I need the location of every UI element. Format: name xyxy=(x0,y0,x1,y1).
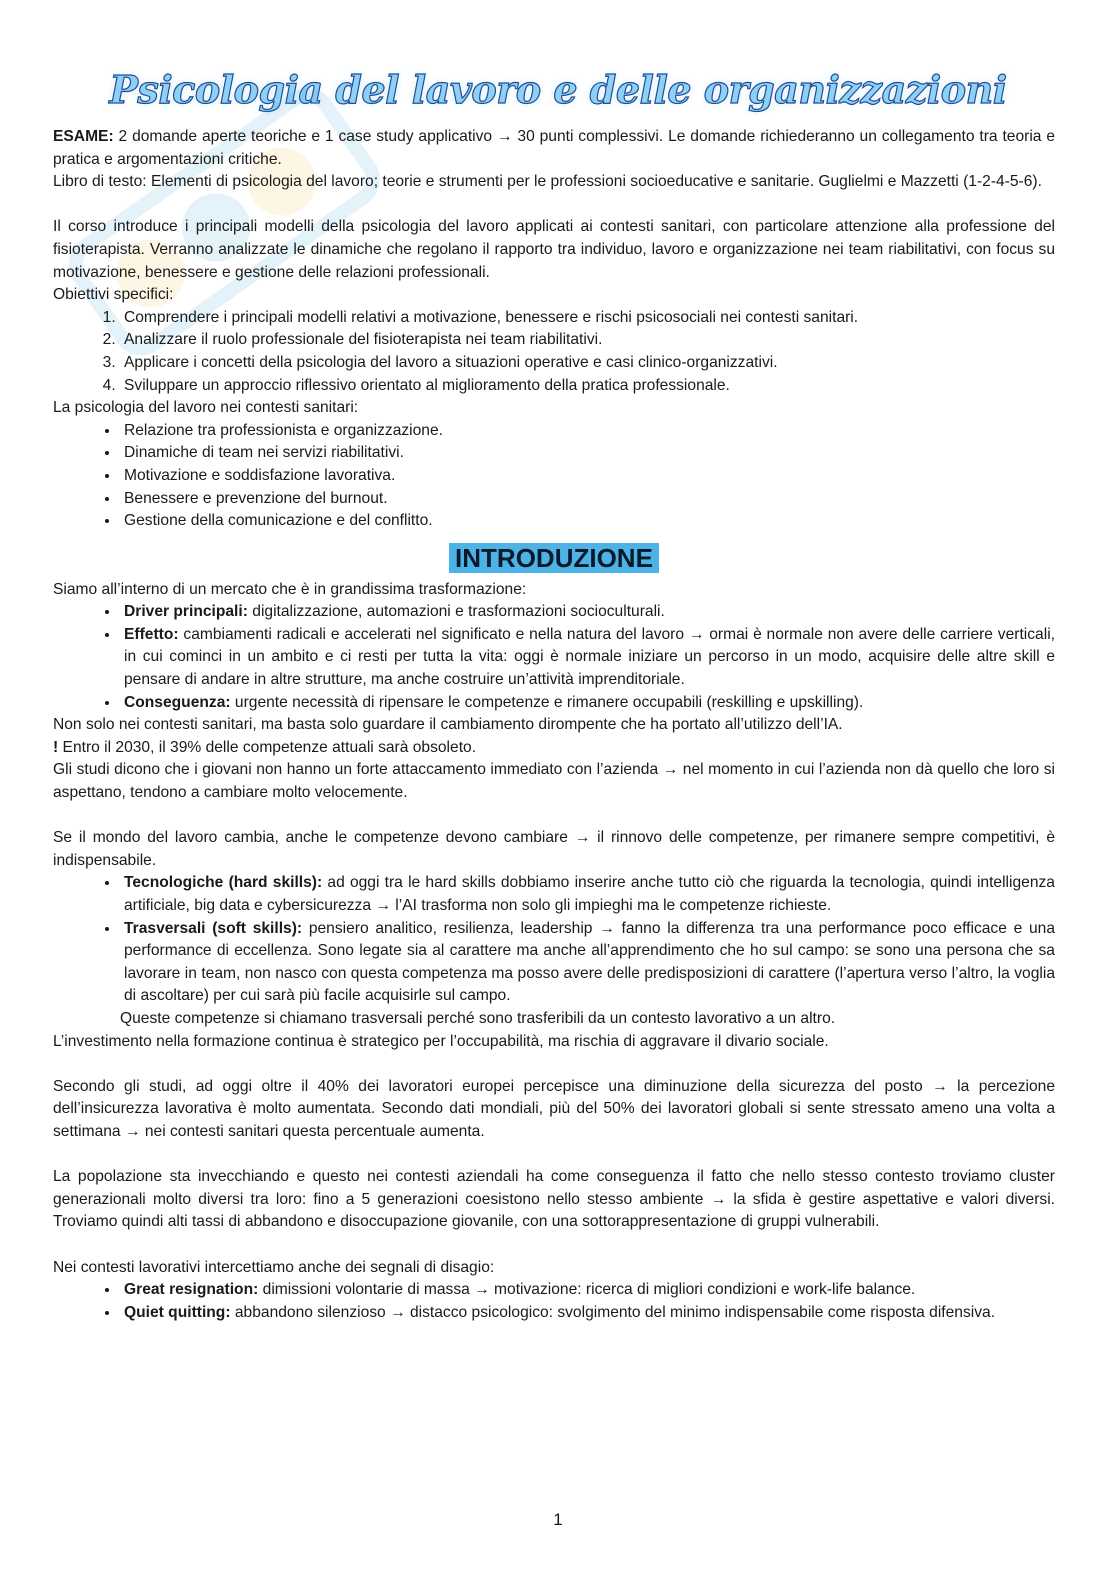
page-title: Psicologia del lavoro e delle organizzazioni xyxy=(109,67,1007,112)
list-item: 1. Comprendere i principali modelli relativi a motivazione, benessere e rischi psicosociali nei contesti sanitari. xyxy=(120,307,1055,330)
list-item: • Benessere e prevenzione del burnout. xyxy=(120,488,1055,511)
list-item xyxy=(120,692,1055,715)
alert-paragraph xyxy=(53,737,1055,760)
skill-text: ad oggi tra le hard skills dobbiamo inserire anche tutto ciò che riguarda la tecnologia, quindi intelligenza artificiale, big data e cybersicurezza → l’AI trasforma non solo gli impieghi ma le competenze richieste. xyxy=(124,874,1055,914)
skill-label: Trasversali (soft skills): xyxy=(124,919,303,937)
section-heading-text: INTRODUZIONE xyxy=(449,543,659,573)
skills-list xyxy=(53,872,1055,1008)
list-item: 2. Analizzare il ruolo professionale del fisioterapista nei team riabilitativi. xyxy=(120,329,1055,352)
exam-paragraph xyxy=(53,126,1055,171)
intro-points-list xyxy=(53,601,1055,714)
alert-text: Entro il 2030, il 39% delle competenze attuali sarà obsoleto. xyxy=(62,738,477,756)
textbook-paragraph: Libro di testo: Elementi di psicologia del lavoro; teorie e strumenti per le professioni socioeducative e sanitarie. Guglielmi e Mazzetti (1-2-4-5-6). xyxy=(53,173,1042,191)
intro-lead: Siamo all’interno di un mercato che è in grandissima trasformazione: xyxy=(53,580,527,598)
exam-text: 2 domande aperte teoriche e 1 case study applicativo → 30 punti complessivi. Le domande richiederanno un collegamento tra teoria e pratica e argomentazioni critiche. xyxy=(53,128,1055,168)
youth-note: Gli studi dicono che i giovani non hanno un forte attaccamento immediato con l’azienda → nel momento in cui l’azienda non dà quello che loro si aspettano, tendono a cambiare molto velocemente. xyxy=(53,761,1055,802)
distress-text: abbandono silenzioso → distacco psicologico: svolgimento del minimo indispensabile come risposta difensiva. xyxy=(234,1303,996,1321)
objectives-list xyxy=(53,307,1055,397)
insecurity-paragraph: Secondo gli studi, ad oggi oltre il 40% dei lavoratori europei percepisce una diminuzione della sicurezza del posto → la percezione dell’insicurezza lavorativa è molto aumentata. Secondo dati mondiali, più del 50% dei lavoratori globali si sente stressato ameno una volta a settimana → nei contesti sanitari questa percentuale aumenta. xyxy=(53,1077,1055,1140)
skill-label: Tecnologiche (hard skills): xyxy=(124,874,323,892)
list-item: 3. Applicare i concetti della psicologia del lavoro a situazioni operative e casi clinico-organizzativi. xyxy=(120,352,1055,375)
section-heading-introduzione xyxy=(53,543,1055,579)
ia-note: Non solo nei contesti sanitari, ma basta solo guardare il cambiamento dirompente che ha portato all’utilizzo dell’IA. xyxy=(53,716,843,734)
point-label: Driver principali: xyxy=(124,603,248,621)
point-text: digitalizzazione, automazioni e trasformazioni socioculturali. xyxy=(252,603,665,621)
list-item xyxy=(120,1302,1055,1325)
list-item xyxy=(120,872,1055,917)
point-label: Conseguenza: xyxy=(124,693,231,711)
topics-heading: La psicologia del lavoro nei contesti sanitari: xyxy=(53,399,359,417)
point-label: Effetto: xyxy=(124,625,179,643)
objectives-heading: Obiettivi specifici: xyxy=(53,286,174,304)
aging-paragraph: La popolazione sta invecchiando e questo nei contesti aziendali ha come conseguenza il fatto che nello stesso contesto troviamo cluster generazionali molto diversi tra loro: fino a 5 generazioni coesistono nello stesso ambiente → la sfida è gestire aspettative e valori diversi. Troviamo quindi alti tassi di abbandono e disoccupazione giovanile, con una sottorappresentazione di gruppi vulnerabili. xyxy=(53,1168,1055,1231)
skills-note: Queste competenze si chiamano trasversali perché sono trasferibili da un contesto lavorativo a un altro. xyxy=(120,1009,836,1027)
list-item: 4. Sviluppare un approccio riflessivo orientato al miglioramento della pratica professionale. xyxy=(120,375,1055,398)
list-item: • Motivazione e soddisfazione lavorativa. xyxy=(120,465,1055,488)
list-item xyxy=(120,1279,1055,1302)
list-item: • Gestione della comunicazione e del conflitto. xyxy=(120,510,1055,533)
distress-list xyxy=(53,1279,1055,1324)
list-item xyxy=(120,601,1055,624)
course-intro: Il corso introduce i principali modelli della psicologia del lavoro applicati ai contesti sanitari, con particolare attenzione alla professione del fisioterapista. Verranno analizzate le dinamiche che regolano il rapporto tra individuo, lavoro e organizzazione nei team riabilitativi, con focus su motivazione, benessere e gestione delle relazioni professionali. xyxy=(53,218,1055,281)
list-item: • Dinamiche di team nei servizi riabilitativi. xyxy=(120,442,1055,465)
exam-label: ESAME: xyxy=(53,128,114,145)
distress-label: Quiet quitting: xyxy=(124,1303,231,1321)
distress-text: dimissioni volontarie di massa → motivazione: ricerca di migliori condizioni e work-life balance. xyxy=(262,1281,916,1299)
training-note: L’investimento nella formazione continua è strategico per l’occupabilità, ma rischia di aggravare il divario sociale. xyxy=(53,1032,829,1050)
list-item: • Relazione tra professionista e organizzazione. xyxy=(120,420,1055,443)
point-text: urgente necessità di ripensare le competenze e rimanere occupabili (reskilling e upskilling). xyxy=(234,693,864,711)
point-text: cambiamenti radicali e accelerati nel significato e nella natura del lavoro → ormai è normale non avere delle carriere verticali, in cui cominci in un ambito e ci resti per tutta la vita: oggi è normale iniziare un percorso in un modo, acquisire delle altre skill e pensare di andare in altre strutture, ma anche costruire un’attività imprenditoriale. xyxy=(124,625,1055,689)
page-number: 1 xyxy=(553,1510,563,1529)
skills-lead: Se il mondo del lavoro cambia, anche le competenze devono cambiare → il rinnovo delle competenze, per rimanere sempre competitivi, è indispensabile. xyxy=(53,829,1055,869)
distress-label: Great resignation: xyxy=(124,1281,259,1299)
topics-list xyxy=(53,420,1055,533)
distress-lead: Nei contesti lavorativi intercettiamo anche dei segnali di disagio: xyxy=(53,1258,495,1276)
list-item xyxy=(120,918,1055,1008)
document-body xyxy=(53,126,1055,1324)
list-item xyxy=(120,624,1055,692)
alert-mark: ! xyxy=(53,738,59,756)
skill-text: pensiero analitico, resilienza, leadership → fanno la differenza tra una performance poco efficace e una performance di eccellenza. Sono legate sia al carattere ma anche all’apprendimento che ho sul campo: se sono una persona che sa lavorare in team, non nasco con questa competenza ma posso avere delle predisposizioni di carattere (l’apertura verso l’altro, la voglia di ascoltare) per cui sarà più facile acquisirle sul campo. xyxy=(124,919,1055,1005)
